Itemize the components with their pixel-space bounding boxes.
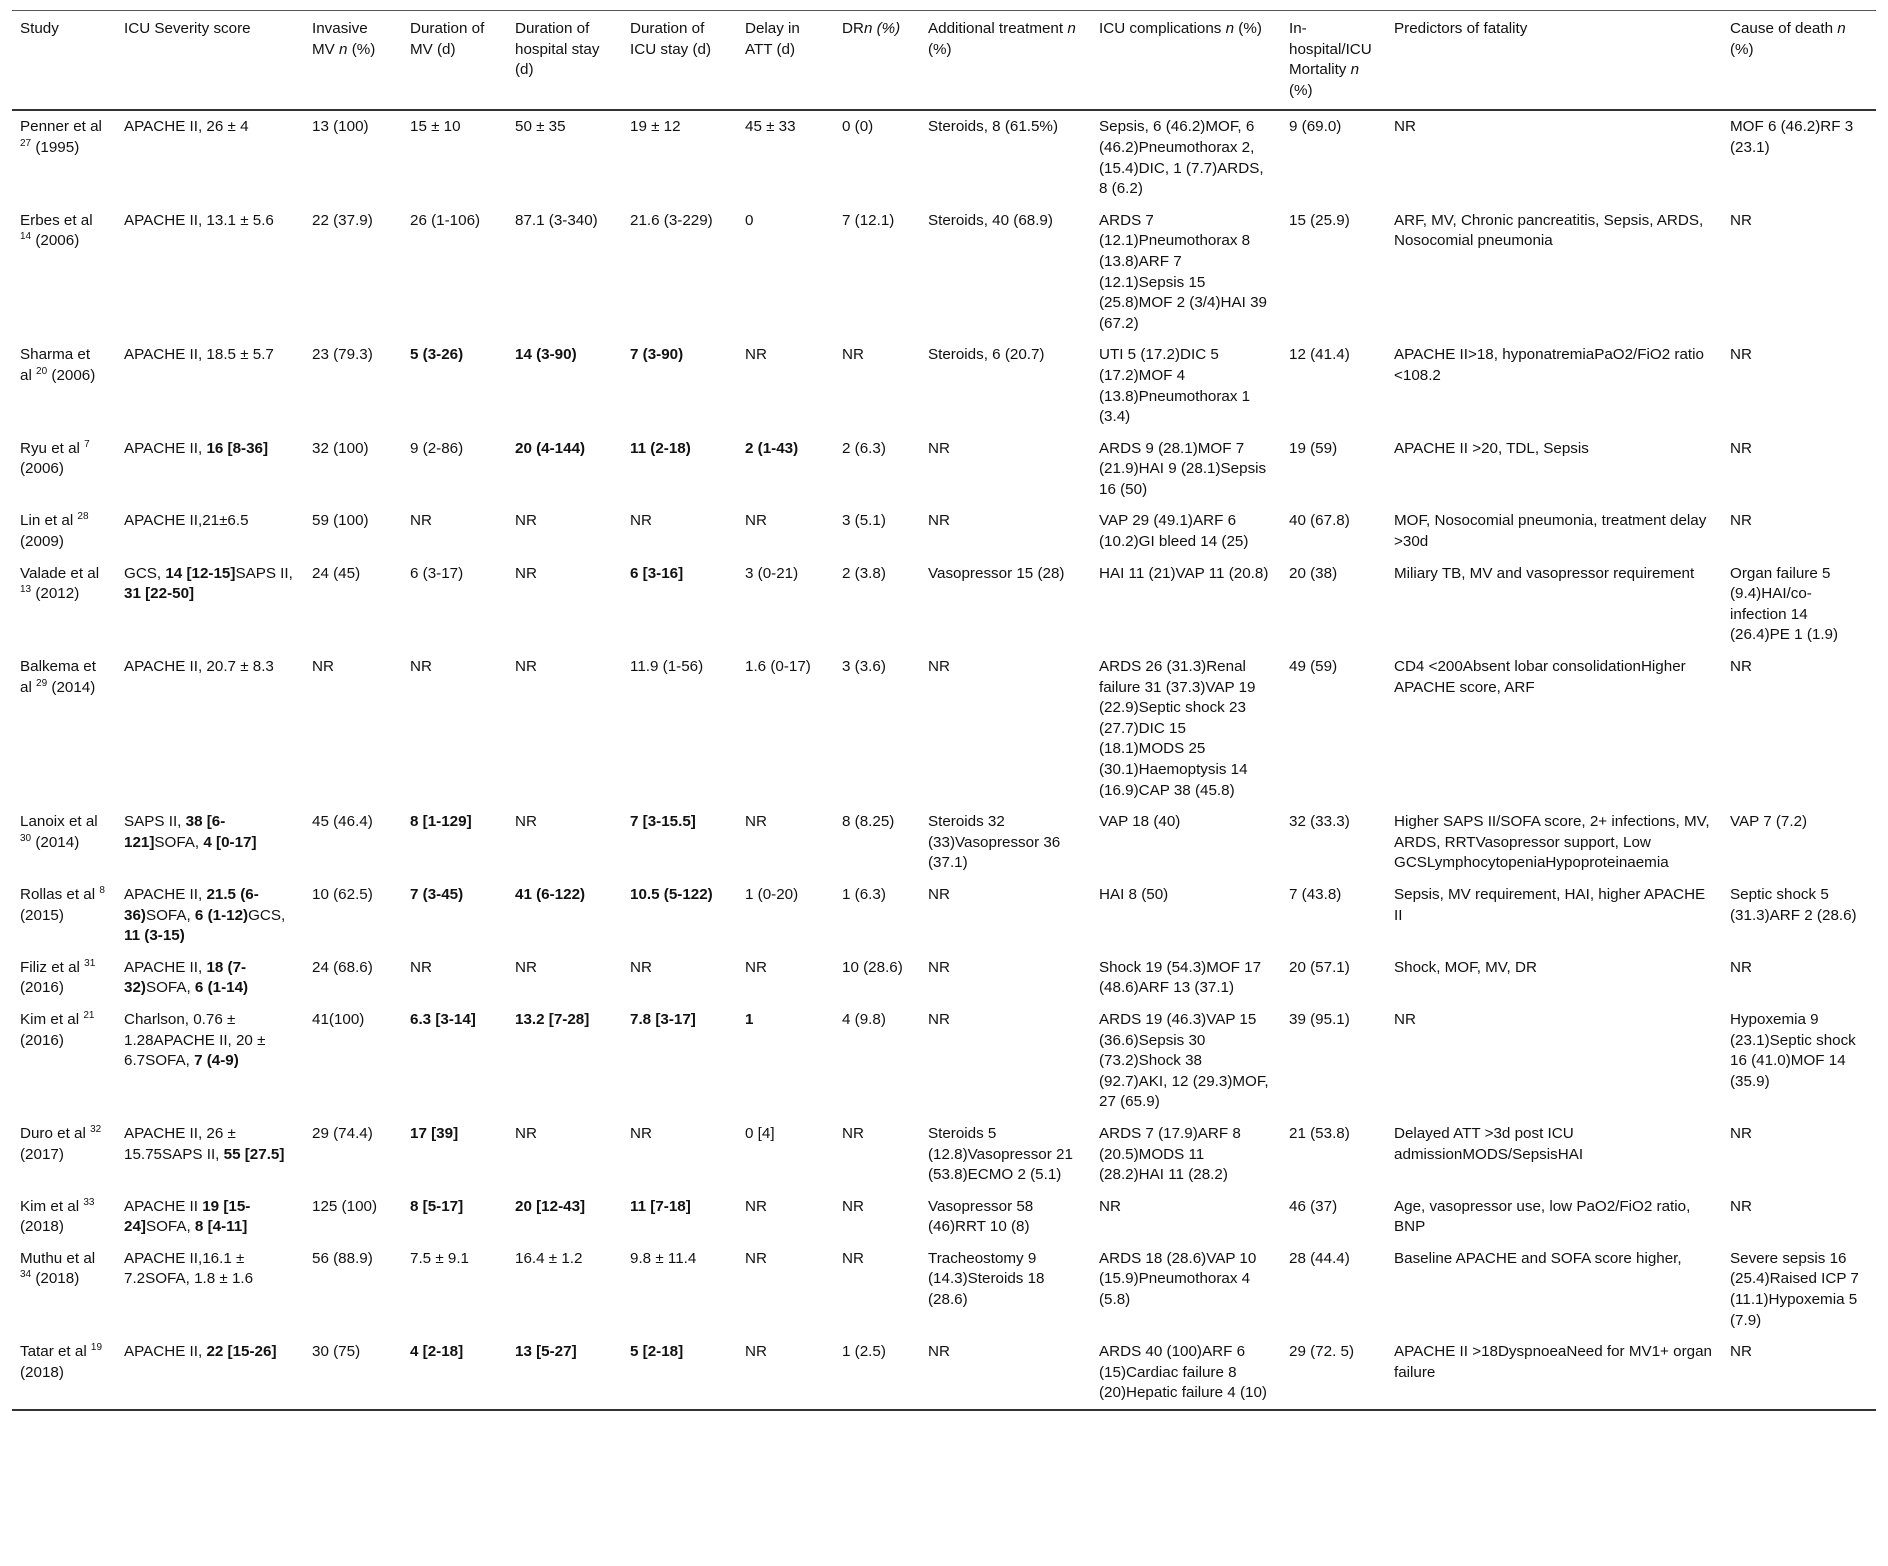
table-cell: 11 [7-18]	[630, 1197, 691, 1215]
table-cell: CD4 <200Absent lobar consolidationHigher APACHE score, ARF	[1394, 658, 1686, 696]
table-cell: 41 (6-122)	[515, 885, 586, 903]
table-cell: NR	[1730, 1197, 1752, 1215]
table-cell: APACHE II,16.1 ± 7.2SOFA, 1.8 ± 1.6	[124, 1249, 254, 1288]
table-cell: NR	[312, 658, 334, 676]
table-cell: 1.6 (0-17)	[745, 658, 811, 676]
table-cell: Erbes et al $^{14}$ (2006)	[20, 211, 93, 250]
table-cell: NR	[928, 658, 950, 676]
table-cell: SAPS II, 38 [6-121]SOFA, 4 [0-17]	[124, 813, 257, 851]
table-cell: 30 (75)	[304, 1336, 402, 1410]
table-cell: Miliary TB, MV and vasopressor requirement	[1394, 564, 1695, 582]
table-cell: Tatar et al $^{19}$ (2018)	[12, 1336, 116, 1410]
table-cell: NR	[630, 1124, 652, 1142]
table-cell: NR	[515, 813, 537, 831]
table-cell: 50 ± 35	[515, 118, 566, 136]
table-cell: Valade et al $^{13}$ (2012)	[20, 564, 100, 603]
table-cell: 56 (88.9)	[312, 1249, 373, 1267]
table-cell: NR	[1730, 1124, 1752, 1142]
table-cell: APACHE II, 21.5 (6-36)SOFA, 6 (1-12)GCS, 11 (3-15)	[124, 885, 286, 945]
table-cell: 23 (79.3)	[312, 346, 373, 364]
table-cell: 22 (37.9)	[312, 211, 373, 229]
table-cell: 1	[745, 1010, 754, 1028]
table-cell: 9 (2-86)	[410, 439, 464, 457]
table-cell: APACHE II, 26 ± 4	[124, 118, 249, 136]
table-cell: Shock, MOF, MV, DR	[1394, 958, 1537, 976]
table-cell: ARDS 26 (31.3)Renal failure 31 (37.3)VAP 19 (22.9)Septic shock 23 (27.7)DIC 15 (18.1)MODS 25 (30.1)Haemoptysis 14 (16.9)CAP 38 (45.8)	[1099, 658, 1256, 799]
table-cell: 2 (3.8)	[842, 564, 886, 582]
column-header: Duration of ICU stay (d)	[622, 11, 737, 111]
table-cell: Rollas et al $^8$ (2015)	[20, 884, 105, 924]
table-cell: NR	[745, 1197, 767, 1215]
table-cell: APACHE II,21±6.5	[124, 512, 249, 530]
column-header: ICU complications n (%)	[1091, 11, 1281, 111]
table-cell: Lanoix et al $^{30}$ (2014)	[20, 813, 98, 851]
table-cell: 6 (3-17)	[410, 564, 464, 582]
table-cell: 9.8 ± 11.4	[630, 1249, 697, 1267]
table-cell: Duro et al $^{32}$ (2017)	[20, 1123, 102, 1163]
table-cell: NR	[745, 346, 767, 364]
table-cell: Sepsis, MV requirement, HAI, higher APACHE II	[1394, 885, 1706, 924]
table-cell: APACHE II, 20.7 ± 8.3	[124, 658, 274, 676]
table-cell: MOF, Nosocomial pneumonia, treatment delay >30d	[1394, 512, 1707, 551]
table-cell: 41(100)	[312, 1010, 365, 1028]
table-cell: NR	[410, 658, 432, 676]
table-cell: 59 (100)	[312, 512, 369, 530]
table-cell: 2 (6.3)	[842, 439, 886, 457]
table-cell: 3 (0-21)	[745, 564, 799, 582]
table-cell: 20 (38)	[1289, 564, 1338, 582]
table-cell: APACHE II, 18 (7-32)SOFA, 6 (1-14)	[124, 958, 249, 997]
table-cell: 20 (57.1)	[1289, 958, 1350, 976]
table-cell: 11.9 (1-56)	[630, 658, 704, 676]
table-cell: NR	[745, 958, 767, 976]
table-cell: 7 (3-90)	[630, 346, 684, 364]
table-cell: 7 (12.1)	[842, 211, 895, 229]
table-cell: 11 (2-18)	[630, 439, 691, 457]
table-cell: 8 [1-129]	[410, 813, 472, 831]
table-cell: APACHE II, 13.1 ± 5.6	[124, 211, 274, 229]
table-cell: GCS, 14 [12-15]SAPS II, 31 [22-50]	[124, 564, 293, 603]
column-header: ICU Severity score	[116, 11, 304, 111]
table-header-row	[12, 11, 1876, 111]
table-cell: 12 (41.4)	[1289, 346, 1350, 364]
table-cell: NR	[410, 958, 432, 976]
table-cell: 16.4 ± 1.2	[515, 1249, 583, 1267]
table-cell: 6.3 [3-14]	[410, 1010, 476, 1028]
table-cell: 40 (67.8)	[1289, 512, 1350, 530]
table-cell: NR	[928, 1010, 950, 1028]
table-cell: Baseline APACHE and SOFA score higher,	[1394, 1249, 1682, 1267]
table-cell: APACHE II, 18.5 ± 5.7	[124, 346, 274, 364]
column-header: Invasive MV n (%)	[304, 11, 402, 111]
table-cell: 7.8 [3-17]	[630, 1010, 696, 1028]
table-row	[12, 1191, 1876, 1243]
table-cell: 5 (3-26)	[410, 346, 464, 364]
table-cell: 3 (5.1)	[842, 512, 886, 530]
table-cell: APACHE II >18DyspnoeaNeed for MV1+ organ failure	[1386, 1336, 1722, 1410]
table-cell: 19 (59)	[1289, 439, 1338, 457]
table-cell: 9 (69.0)	[1289, 118, 1342, 136]
table-cell: 15 (25.9)	[1289, 211, 1350, 229]
table-cell: 5 [2-18]	[622, 1336, 737, 1410]
table-cell: 17 [39]	[410, 1124, 459, 1142]
table-cell: NR	[928, 439, 950, 457]
table-cell: Tracheostomy 9 (14.3)Steroids 18 (28.6)	[928, 1249, 1045, 1309]
table-cell: 29 (72. 5)	[1281, 1336, 1386, 1410]
table-cell: Shock 19 (54.3)MOF 17 (48.6)ARF 13 (37.1)	[1099, 958, 1262, 997]
table-cell: Septic shock 5 (31.3)ARF 2 (28.6)	[1730, 885, 1857, 924]
column-header: Cause of death n (%)	[1722, 11, 1876, 111]
column-header: Duration of hospital stay (d)	[507, 11, 622, 111]
table-cell: NR	[737, 1336, 834, 1410]
table-cell: 1 (0-20)	[745, 885, 799, 903]
table-row	[12, 505, 1876, 557]
table-row	[12, 110, 1876, 204]
table-cell: Age, vasopressor use, low PaO2/FiO2 ratio, BNP	[1394, 1197, 1691, 1236]
table-cell: Hypoxemia 9 (23.1)Septic shock 16 (41.0)MOF 14 (35.9)	[1730, 1010, 1856, 1090]
table-body	[12, 110, 1876, 1410]
table-cell: NR	[928, 885, 950, 903]
table-cell: VAP 18 (40)	[1099, 813, 1181, 831]
table-cell: Severe sepsis 16 (25.4)Raised ICP 7 (11.1)Hypoxemia 5 (7.9)	[1730, 1249, 1859, 1329]
table-cell: Steroids, 6 (20.7)	[928, 346, 1045, 364]
table-cell: VAP 7 (7.2)	[1730, 813, 1808, 831]
table-cell: 32 (100)	[312, 439, 369, 457]
table-cell: 39 (95.1)	[1289, 1010, 1350, 1028]
column-header: Predictors of fatality	[1386, 11, 1722, 111]
table-cell: 87.1 (3-340)	[515, 211, 598, 229]
table-cell: Lin et al $^{28}$ (2009)	[20, 511, 89, 551]
table-cell: MOF 6 (46.2)RF 3 (23.1)	[1730, 118, 1854, 156]
table-cell: NR	[745, 512, 767, 530]
table-cell: NR	[1730, 439, 1752, 457]
table-cell: 46 (37)	[1289, 1197, 1338, 1215]
table-cell: NR	[1099, 1197, 1121, 1215]
table-cell: 45 (46.4)	[312, 813, 373, 831]
table-cell: Kim et al $^{21}$ (2016)	[20, 1009, 95, 1049]
column-header: Duration of MV (d)	[402, 11, 507, 111]
table-cell: Delayed ATT >3d post ICU admissionMODS/SepsisHAI	[1394, 1124, 1584, 1163]
table-cell: 125 (100)	[312, 1197, 378, 1215]
table-cell: 45 ± 33	[745, 118, 796, 136]
table-cell: 29 (74.4)	[312, 1124, 373, 1142]
table-row	[12, 558, 1876, 651]
table-row	[12, 879, 1876, 952]
table-row	[12, 806, 1876, 879]
table-cell: NR	[515, 512, 537, 530]
table-cell: Sepsis, 6 (46.2)MOF, 6 (46.2)Pneumothorax 2, (15.4)DIC, 1 (7.7)ARDS, 8 (6.2)	[1099, 118, 1264, 198]
column-header: Delay in ATT (d)	[737, 11, 834, 111]
table-cell: ARDS 7 (12.1)Pneumothorax 8 (13.8)ARF 7 (12.1)Sepsis 15 (25.8)MOF 2 (3/4)HAI 39 (67.2)	[1099, 211, 1267, 332]
table-cell: Sharma et al $^{20}$ (2006)	[20, 346, 96, 384]
table-cell: NR	[515, 564, 537, 582]
table-cell: 13 [5-27]	[507, 1336, 622, 1410]
table-cell: NR	[842, 346, 864, 364]
table-cell: NR	[745, 813, 767, 831]
table-cell: UTI 5 (17.2)DIC 5 (17.2)MOF 4 (13.8)Pneumothorax 1 (3.4)	[1099, 346, 1251, 426]
table-cell: Steroids 5 (12.8)Vasopressor 21 (53.8)ECMO 2 (5.1)	[928, 1124, 1073, 1184]
table-cell: Kim et al $^{33}$ (2018)	[20, 1196, 95, 1236]
table-row	[12, 651, 1876, 806]
table-cell: 0	[745, 211, 754, 229]
table-cell: 10.5 (5-122)	[630, 885, 713, 903]
table-cell: 10 (62.5)	[312, 885, 373, 903]
table-cell: Muthu et al $^{34}$ (2018)	[20, 1249, 96, 1288]
table-cell: Filiz et al $^{31}$ (2016)	[20, 957, 96, 997]
table-cell: 19 ± 12	[630, 118, 681, 136]
table-cell: NR	[1730, 211, 1752, 229]
column-header: In-hospital/ICU Mortality n (%)	[1281, 11, 1386, 111]
table-cell: ARDS 19 (46.3)VAP 15 (36.6)Sepsis 30 (73.2)Shock 38 (92.7)AKI, 12 (29.3)MOF, 27 (65.9)	[1099, 1010, 1269, 1111]
table-cell: NR	[920, 1336, 1091, 1410]
table-cell: 13 (100)	[312, 118, 369, 136]
column-header: Study	[12, 11, 116, 111]
table-cell: 1 (2.5)	[834, 1336, 920, 1410]
table-cell: HAI 11 (21)VAP 11 (20.8)	[1099, 564, 1269, 582]
icu-tuberculosis-studies-table	[12, 10, 1876, 1411]
table-cell: NR	[630, 512, 652, 530]
table-cell: 28 (44.4)	[1289, 1249, 1350, 1267]
table-cell: 0 [4]	[745, 1124, 775, 1142]
table-cell: NR	[515, 658, 537, 676]
table-cell: 24 (68.6)	[312, 958, 373, 976]
table-cell: NR	[1730, 658, 1752, 676]
column-header: DRn (%)	[834, 11, 920, 111]
table-row	[12, 1004, 1876, 1118]
table-cell: NR	[842, 1197, 864, 1215]
table-cell: 14 (3-90)	[515, 346, 577, 364]
table-cell: 4 (9.8)	[842, 1010, 886, 1028]
table-row	[12, 339, 1876, 432]
table-cell: Charlson, 0.76 ± 1.28APACHE II, 20 ± 6.7SOFA, 7 (4-9)	[124, 1010, 266, 1070]
table-cell: Organ failure 5 (9.4)HAI/co-infection 14 (26.4)PE 1 (1.9)	[1730, 564, 1839, 644]
table-cell: NR	[1722, 1336, 1876, 1410]
table-cell: 2 (1-43)	[745, 439, 799, 457]
table-cell: NR	[630, 958, 652, 976]
table-cell: 20 [12-43]	[515, 1197, 586, 1215]
table-cell: 10 (28.6)	[842, 958, 903, 976]
table-cell: 7 [3-15.5]	[630, 813, 696, 831]
table-cell: 7.5 ± 9.1	[410, 1249, 469, 1267]
table-cell: 13.2 [7-28]	[515, 1010, 590, 1028]
table-row	[12, 433, 1876, 506]
table-cell: 4 [2-18]	[402, 1336, 507, 1410]
table-cell: ARDS 18 (28.6)VAP 10 (15.9)Pneumothorax 4 (5.8)	[1099, 1249, 1257, 1309]
table-cell: 20 (4-144)	[515, 439, 586, 457]
table-cell: NR	[410, 512, 432, 530]
table-cell: ARDS 9 (28.1)MOF 7 (21.9)HAI 9 (28.1)Sepsis 16 (50)	[1099, 439, 1267, 498]
column-header: Additional treatment n (%)	[920, 11, 1091, 111]
table-cell: NR	[842, 1124, 864, 1142]
table-cell: 8 [5-17]	[410, 1197, 464, 1215]
table-row	[12, 1118, 1876, 1191]
table-cell: APACHE II >20, TDL, Sepsis	[1394, 439, 1589, 457]
table-cell: NR	[1730, 512, 1752, 530]
table-cell: NR	[515, 1124, 537, 1142]
table-cell: NR	[842, 1249, 864, 1267]
table-cell: 26 (1-106)	[410, 211, 481, 229]
table-cell: NR	[928, 512, 950, 530]
table-cell: ARF, MV, Chronic pancreatitis, Sepsis, ARDS, Nosocomial pneumonia	[1394, 211, 1704, 250]
table-cell: 3 (3.6)	[842, 658, 886, 676]
table-cell: APACHE II 19 [15-24]SOFA, 8 [4-11]	[124, 1197, 251, 1236]
table-cell: 0 (0)	[842, 118, 874, 136]
table-cell: Steroids, 8 (61.5%)	[928, 118, 1058, 136]
table-cell: APACHE II, 16 [8-36]	[124, 439, 269, 457]
table-cell: 7 (3-45)	[410, 885, 464, 903]
table-cell: Penner et al $^{27}$ (1995)	[20, 118, 102, 156]
table-cell: 7 (43.8)	[1289, 885, 1342, 903]
table-cell: Steroids 32 (33)Vasopressor 36 (37.1)	[928, 813, 1061, 872]
table-cell: Vasopressor 58 (46)RRT 10 (8)	[928, 1197, 1034, 1236]
table-cell: 21.6 (3-229)	[630, 211, 713, 229]
table-cell: 21 (53.8)	[1289, 1124, 1350, 1142]
table-cell: NR	[928, 958, 950, 976]
table-cell: 32 (33.3)	[1289, 813, 1350, 831]
table-cell: NR	[515, 958, 537, 976]
table-row	[12, 1336, 1876, 1410]
table-row	[12, 952, 1876, 1004]
table-cell: NR	[1394, 118, 1416, 136]
table-cell: 15 ± 10	[410, 118, 461, 136]
table-cell: Ryu et al $^7$ (2006)	[20, 438, 90, 478]
table-cell: 8 (8.25)	[842, 813, 895, 831]
table-cell: APACHE II>18, hyponatremiaPaO2/FiO2 ratio <108.2	[1394, 346, 1704, 384]
table-cell: APACHE II, 22 [15-26]	[116, 1336, 304, 1410]
table-row	[12, 1243, 1876, 1336]
table-cell: 24 (45)	[312, 564, 361, 582]
table-cell: NR	[745, 1249, 767, 1267]
table-cell: 1 (6.3)	[842, 885, 886, 903]
table-cell: Balkema et al $^{29}$ (2014)	[20, 658, 96, 696]
table-cell: NR	[1730, 346, 1752, 364]
table-cell: ARDS 40 (100)ARF 6 (15)Cardiac failure 8 (20)Hepatic failure 4 (10)	[1091, 1336, 1281, 1410]
table-cell: 6 [3-16]	[630, 564, 684, 582]
table-cell: Steroids, 40 (68.9)	[928, 211, 1053, 229]
table-cell: NR	[1730, 958, 1752, 976]
table-cell: 49 (59)	[1289, 658, 1338, 676]
table-cell: VAP 29 (49.1)ARF 6 (10.2)GI bleed 14 (25)	[1099, 512, 1249, 551]
table-cell: Higher SAPS II/SOFA score, 2+ infections, MV, ARDS, RRTVasopressor support, Low GCSLymphocytopeniaHypoproteinaemia	[1394, 813, 1710, 872]
table-cell: HAI 8 (50)	[1099, 885, 1169, 903]
table-cell: NR	[1394, 1010, 1416, 1028]
table-cell: ARDS 7 (17.9)ARF 8 (20.5)MODS 11 (28.2)HAI 11 (28.2)	[1099, 1124, 1241, 1184]
table-row	[12, 205, 1876, 340]
table-cell: Vasopressor 15 (28)	[928, 564, 1065, 582]
table-cell: APACHE II, 26 ± 15.75SAPS II, 55 [27.5]	[124, 1124, 285, 1163]
